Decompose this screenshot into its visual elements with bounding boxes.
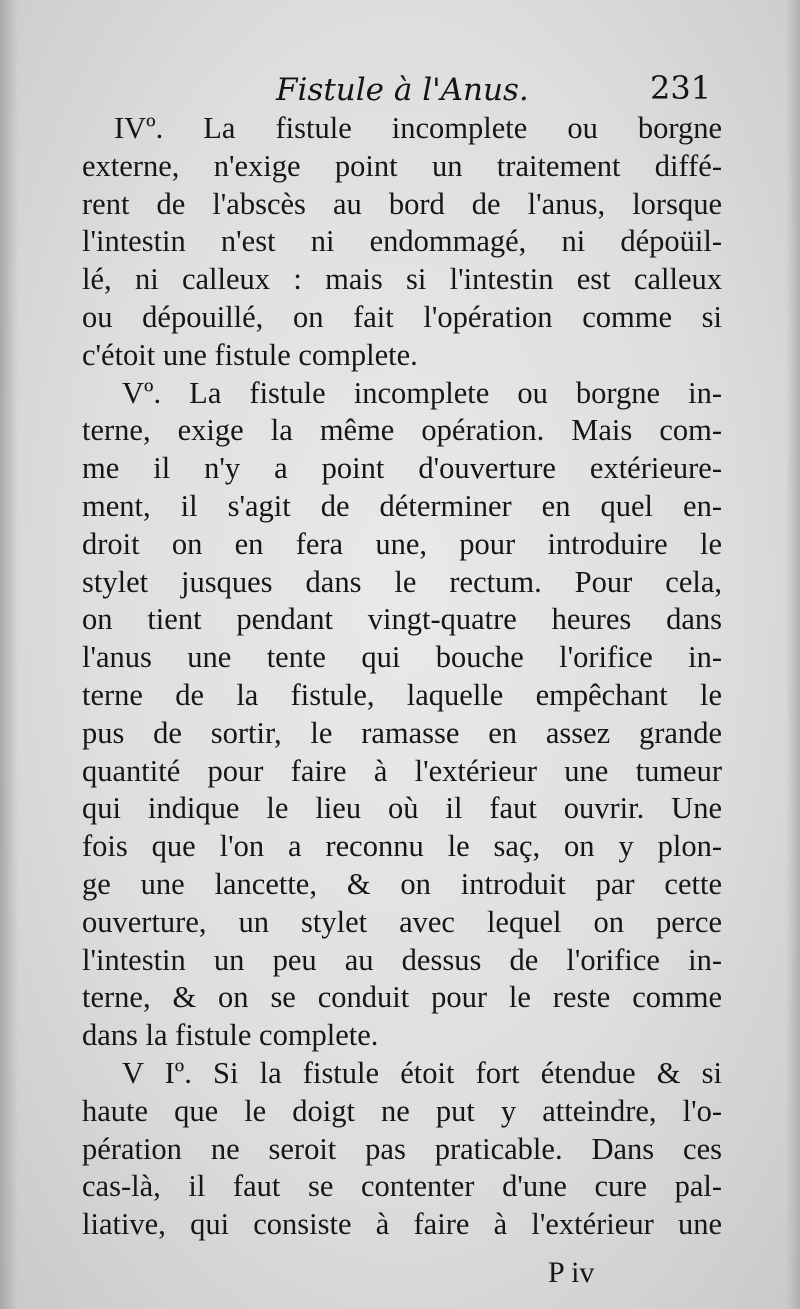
running-title: Fistule à l'Anus.	[276, 72, 529, 108]
body-text	[82, 110, 722, 1244]
text-line: ouverture, un stylet avec lequel on perce	[82, 904, 722, 939]
text-line: externe, n'exige point un traitement diffé-	[82, 148, 722, 183]
text-line: quantité pour faire à l'extérieur une tumeur	[82, 753, 722, 788]
text-line: me il n'y a point d'ouverture extérieure-	[82, 451, 722, 486]
text-line: liative, qui consiste à faire à l'extérieur une	[82, 1207, 722, 1242]
text-line: dans la fistule complete.	[82, 1018, 379, 1053]
text-line: l'anus une tente qui bouche l'orifice in-	[82, 640, 722, 675]
text-line: on tient pendant vingt-quatre heures dans	[82, 602, 722, 637]
text-line: droit on en fera une, pour introduire le	[82, 526, 722, 561]
text-line: stylet jusques dans le rectum. Pour cela,	[82, 564, 722, 599]
text-line: l'intestin n'est ni endommagé, ni dépoüil-	[82, 224, 722, 259]
text-line: terne de la fistule, laquelle empêchant le	[82, 677, 722, 712]
text-line: V Iº. Si la fistule étoit fort étendue & si	[122, 1055, 722, 1090]
text-line: rent de l'abscès au bord de l'anus, lorsque	[82, 186, 722, 221]
text-line: ou dépouillé, on fait l'opération comme si	[82, 299, 722, 334]
text-line: qui indique le lieu où il faut ouvrir. Une	[82, 791, 722, 826]
text-line: lé, ni calleux : mais si l'intestin est calleux	[82, 262, 722, 297]
signature-mark: P iv	[548, 1256, 595, 1289]
page-right-shadow	[786, 0, 800, 1309]
text-line: ment, il s'agit de déterminer en quel en-	[82, 488, 722, 523]
text-line: ge une lancette, & on introduit par cette	[82, 866, 722, 901]
text-line: l'intestin un peu au dessus de l'orifice in-	[82, 942, 722, 977]
text-line: pération ne seroit pas praticable. Dans ces	[82, 1131, 722, 1166]
text-line: c'étoit une fistule complete.	[82, 337, 418, 372]
page-number: 231	[650, 69, 712, 107]
text-line: terne, & on se conduit pour le reste comme	[82, 980, 722, 1015]
page-left-shadow	[0, 0, 18, 1309]
text-line: terne, exige la même opération. Mais com-	[82, 413, 722, 448]
text-line: fois que l'on a reconnu le saç, on y plon-	[82, 829, 722, 864]
text-line: Vº. La fistule incomplete ou borgne in-	[122, 375, 722, 410]
text-line: pus de sortir, le ramasse en assez grande	[82, 715, 722, 750]
text-line: cas-là, il faut se contenter d'une cure pal-	[82, 1169, 722, 1204]
text-line: haute que le doigt ne put y atteindre, l'o-	[82, 1093, 722, 1128]
text-line: IVº. La fistule incomplete ou borgne	[114, 111, 722, 145]
